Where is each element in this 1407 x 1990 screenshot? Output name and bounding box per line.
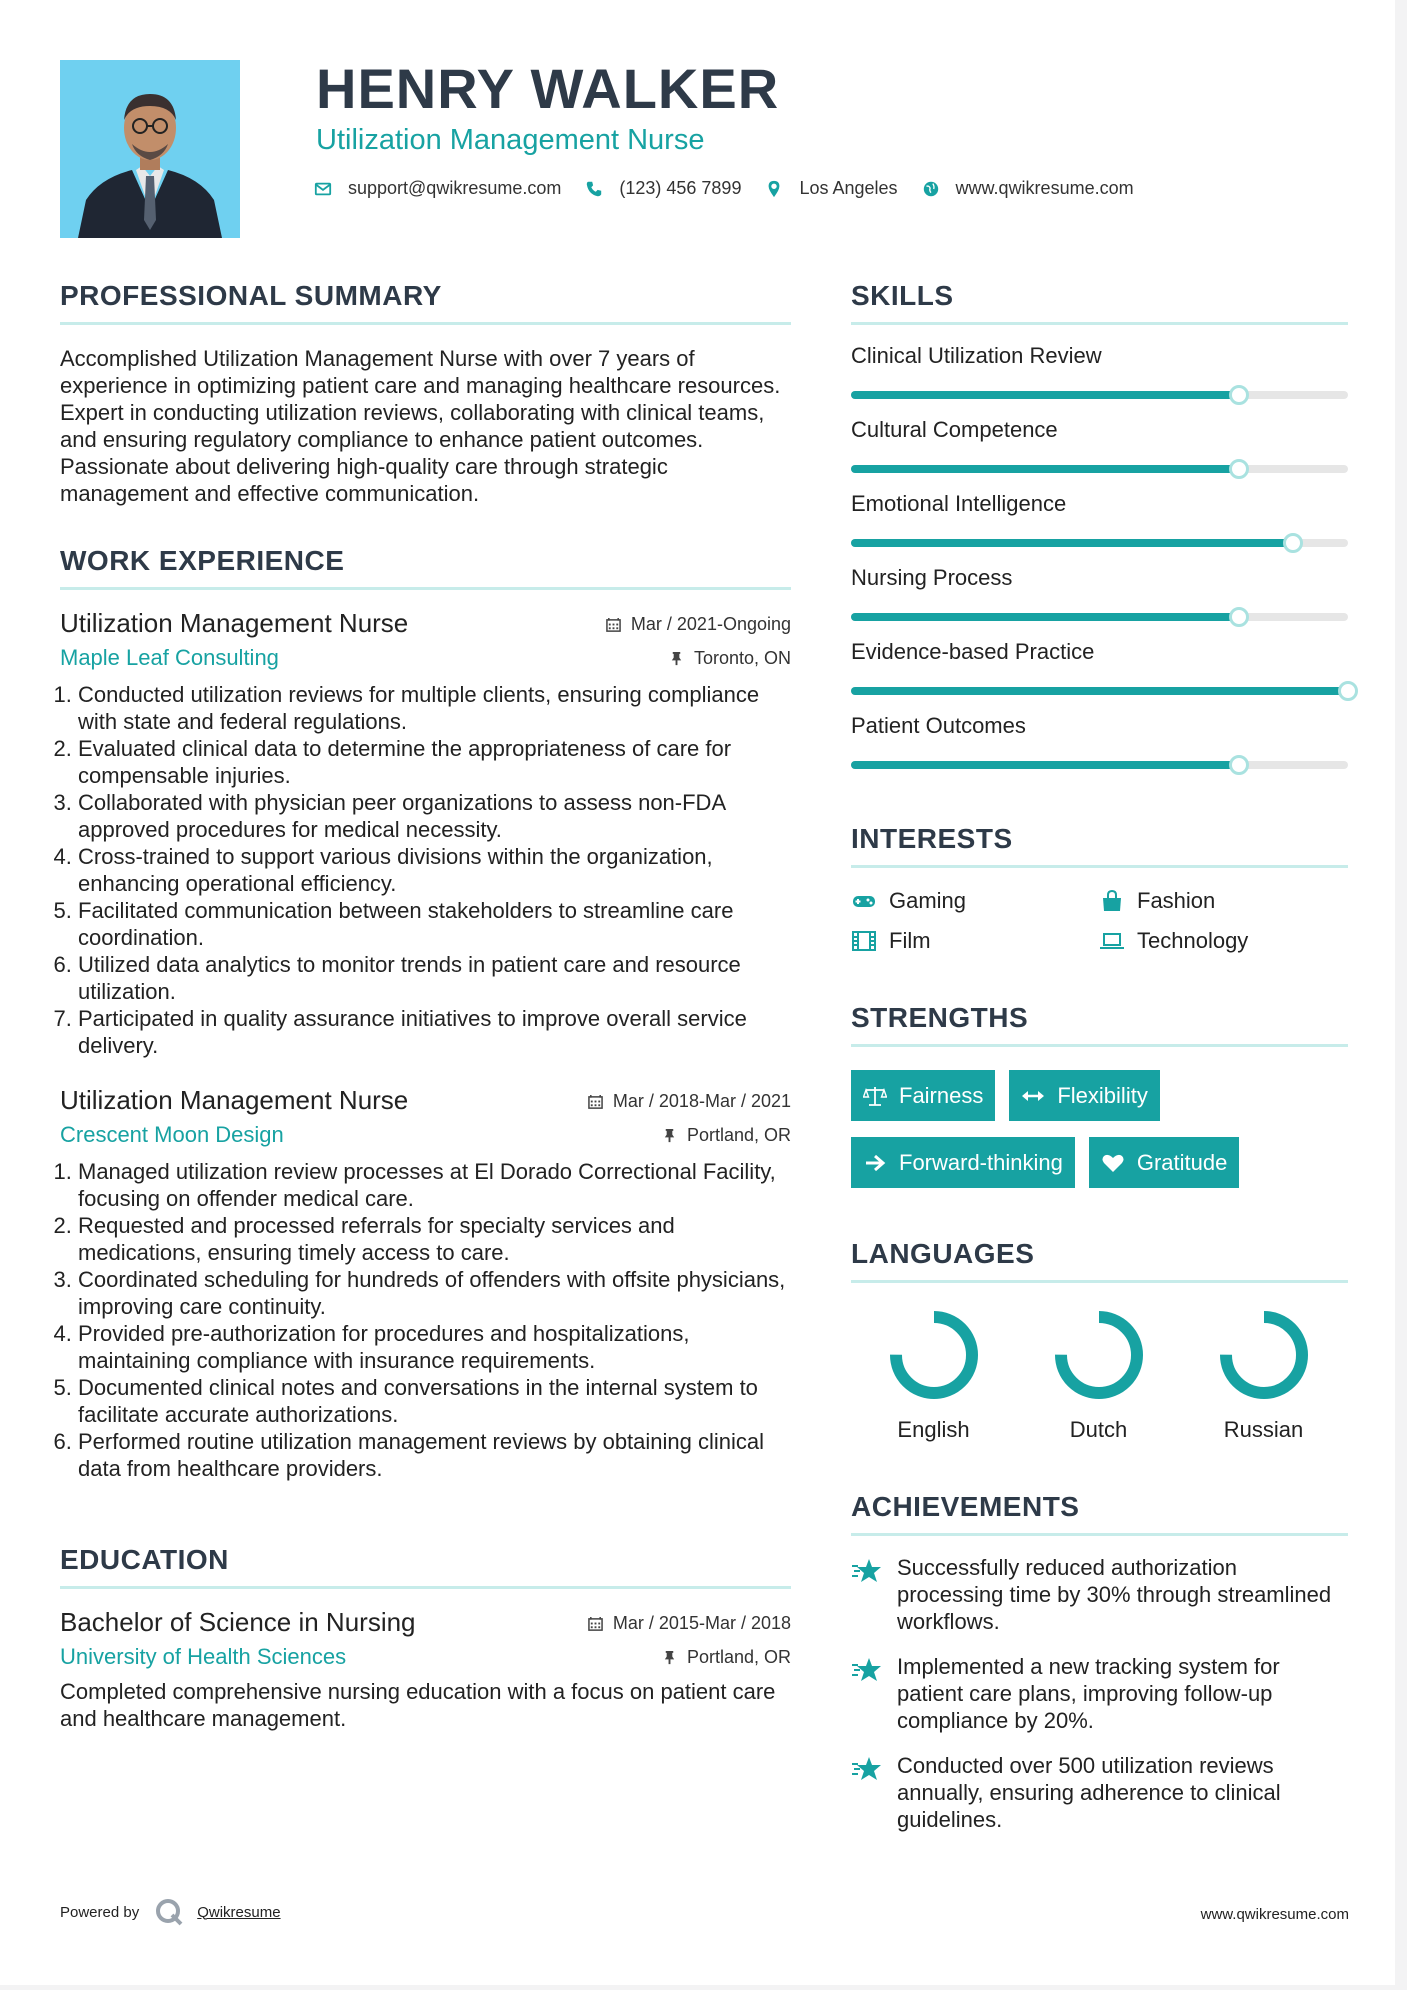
skill-name: Cultural Competence xyxy=(851,417,1058,442)
achievements-heading: ACHIEVEMENTS xyxy=(851,1481,1348,1536)
interests-list xyxy=(851,888,1348,954)
language-level-ring xyxy=(886,1307,982,1403)
skill-level-knob xyxy=(1229,385,1249,405)
education-location xyxy=(662,1647,791,1668)
calendar-icon xyxy=(588,1094,603,1109)
skill-level-bar xyxy=(851,687,1348,695)
footer-website[interactable]: www.qwikresume.com xyxy=(1200,1906,1349,1923)
duty-item: 3. Collaborated with physician peer organizations to assess non-FDA approved procedures for medical necessity. xyxy=(78,789,791,843)
map-pin-icon xyxy=(765,180,783,198)
skills-heading: SKILLS xyxy=(851,270,1348,325)
skill-name: Nursing Process xyxy=(851,565,1013,590)
star-icon xyxy=(851,1656,883,1684)
strength-label: Gratitude xyxy=(1136,1149,1228,1175)
skill-level-bar xyxy=(851,761,1348,769)
strength-label: Fairness xyxy=(899,1082,984,1108)
education-location-text: Portland, OR xyxy=(686,1646,791,1667)
job-location-text: Toronto, ON xyxy=(693,647,791,668)
summary-heading: PROFESSIONAL SUMMARY xyxy=(60,270,791,325)
skill-level-knob xyxy=(1229,755,1249,775)
avatar xyxy=(60,60,240,238)
job-date-text: Mar / 2018-Mar / 2021 xyxy=(612,1091,791,1111)
balance-scale-icon xyxy=(863,1085,887,1107)
interest-item xyxy=(851,888,1099,914)
language-name: Russian xyxy=(1223,1417,1304,1442)
skill-level-knob xyxy=(1229,459,1249,479)
duty-list xyxy=(60,1158,791,1482)
achievements-list xyxy=(851,1554,1348,1833)
skills-list xyxy=(851,343,1348,769)
envelope-icon xyxy=(314,180,332,198)
skill-name: Evidence-based Practice xyxy=(851,639,1095,664)
calendar-icon xyxy=(606,617,621,632)
strength-badge xyxy=(1009,1070,1159,1121)
interest-item xyxy=(1099,928,1347,954)
job-date xyxy=(588,1091,791,1112)
language-item xyxy=(851,1307,1016,1443)
skill-name: Patient Outcomes xyxy=(851,713,1026,738)
achievement-text: Successfully reduced authorization processing time by 30% through streamlined workflows. xyxy=(897,1555,1332,1634)
language-name: English xyxy=(897,1417,970,1442)
job-date xyxy=(606,614,791,635)
pushpin-icon xyxy=(662,1650,677,1665)
skill-level-fill xyxy=(851,465,1239,473)
skill-item xyxy=(851,343,1348,399)
left-column xyxy=(60,270,791,1732)
skill-name: Emotional Intelligence xyxy=(851,491,1067,516)
duty-item: 1. Managed utilization review processes at El Dorado Correctional Facility, focusing on offender medical care. xyxy=(78,1158,791,1212)
interest-item xyxy=(1099,888,1347,914)
job-location xyxy=(662,1125,791,1146)
language-name: Dutch xyxy=(1069,1417,1128,1442)
duty-item: 2. Evaluated clinical data to determine the appropriateness of care for compensable injuries. xyxy=(78,735,791,789)
skill-item xyxy=(851,639,1348,695)
pushpin-icon xyxy=(669,651,684,666)
education-date-text: Mar / 2015-Mar / 2018 xyxy=(612,1613,791,1633)
achievement-text: Implemented a new tracking system for patient care plans, improving follow-up compliance by 20%. xyxy=(897,1654,1280,1733)
contact-bar xyxy=(314,178,1158,199)
phone-text: (123) 456 7899 xyxy=(619,178,742,198)
language-level-arc xyxy=(1061,1317,1137,1393)
laptop-icon xyxy=(1099,930,1125,952)
achievement-item xyxy=(851,1554,1348,1635)
skill-level-fill xyxy=(851,391,1239,399)
job-entry xyxy=(60,608,791,1059)
company-name: Crescent Moon Design xyxy=(60,1122,284,1147)
gamepad-icon xyxy=(851,890,877,912)
strengths-list xyxy=(851,1070,1348,1204)
skill-level-knob xyxy=(1229,607,1249,627)
duty-item: 5. Facilitated communication between stakeholders to streamline care coordination. xyxy=(78,897,791,951)
duty-item: 4. Cross-trained to support various divisions within the organization, enhancing operational efficiency. xyxy=(78,843,791,897)
duty-item: 3. Coordinated scheduling for hundreds of offenders with offsite physicians, improving care continuity. xyxy=(78,1266,791,1320)
star-icon xyxy=(851,1755,883,1783)
interest-label: Fashion xyxy=(1137,888,1216,913)
brand-link[interactable]: Qwikresume xyxy=(197,1903,281,1921)
pushpin-icon xyxy=(662,1128,677,1143)
language-item xyxy=(1016,1307,1181,1443)
skill-level-bar xyxy=(851,539,1348,547)
strength-label: Flexibility xyxy=(1057,1082,1148,1108)
strength-label: Forward-thinking xyxy=(899,1149,1063,1175)
achievement-item xyxy=(851,1653,1348,1734)
duty-item: 5. Documented clinical notes and conversations in the internal system to facilitate accurate authorizations. xyxy=(78,1374,791,1428)
job-title: Utilization Management Nurse xyxy=(60,608,409,638)
education-entry xyxy=(60,1607,791,1732)
languages-heading: LANGUAGES xyxy=(851,1228,1348,1283)
skill-item xyxy=(851,565,1348,621)
skill-level-bar xyxy=(851,465,1348,473)
degree-title: Bachelor of Science in Nursing xyxy=(60,1607,416,1637)
duty-item: 7. Participated in quality assurance initiatives to improve overall service delivery. xyxy=(78,1005,791,1059)
interest-item xyxy=(851,928,1099,954)
footer-powered-by xyxy=(60,1898,281,1926)
powered-by-text: Powered by xyxy=(60,1903,140,1921)
skill-level-fill xyxy=(851,539,1293,547)
website-text: www.qwikresume.com xyxy=(955,178,1134,198)
job-location-text: Portland, OR xyxy=(686,1124,791,1145)
skill-level-fill xyxy=(851,687,1348,695)
language-item xyxy=(1181,1307,1346,1443)
language-level-arc xyxy=(1226,1317,1302,1393)
skill-level-knob xyxy=(1283,533,1303,553)
star-icon xyxy=(851,1557,883,1585)
company-name: Maple Leaf Consulting xyxy=(60,645,279,670)
duty-item: 6. Utilized data analytics to monitor trends in patient care and resource utilization. xyxy=(78,951,791,1005)
profile-photo xyxy=(60,60,240,238)
language-level-arc xyxy=(896,1317,972,1393)
strength-badge xyxy=(1089,1137,1240,1188)
languages-list xyxy=(851,1307,1348,1443)
candidate-title: Utilization Management Nurse xyxy=(316,124,705,156)
candidate-name: HENRY WALKER xyxy=(316,57,780,120)
interest-label: Technology xyxy=(1137,928,1249,953)
interests-heading: INTERESTS xyxy=(851,813,1348,868)
film-icon xyxy=(851,930,877,952)
email-text: support@qwikresume.com xyxy=(348,178,562,198)
duty-item: 6. Performed routine utilization management reviews by obtaining clinical data from healthcare providers. xyxy=(78,1428,791,1482)
achievement-text: Conducted over 500 utilization reviews annually, ensuring adherence to clinical guidelines. xyxy=(897,1753,1281,1832)
skill-level-bar xyxy=(851,613,1348,621)
job-date-text: Mar / 2021-Ongoing xyxy=(630,614,791,634)
contact-website[interactable] xyxy=(922,178,1134,199)
arrow-right-icon xyxy=(863,1152,887,1174)
qwikresume-logo-icon xyxy=(155,1898,183,1926)
skill-item xyxy=(851,491,1348,547)
arrows-horizontal-icon xyxy=(1021,1085,1045,1107)
language-level-ring xyxy=(1216,1307,1312,1403)
education-text: Completed comprehensive nursing education with a focus on patient care and healthcare management. xyxy=(60,1679,776,1731)
duty-item: 2. Requested and processed referrals for specialty services and medications, ensuring timely access to care. xyxy=(78,1212,791,1266)
skill-level-knob xyxy=(1338,681,1358,701)
skill-name: Clinical Utilization Review xyxy=(851,343,1102,368)
education-date xyxy=(588,1613,791,1634)
calendar-icon xyxy=(588,1616,603,1631)
language-level-ring xyxy=(1051,1307,1147,1403)
skill-level-bar xyxy=(851,391,1348,399)
skill-item xyxy=(851,417,1348,473)
contact-phone[interactable] xyxy=(585,178,741,199)
job-entry xyxy=(60,1085,791,1482)
skill-level-fill xyxy=(851,613,1239,621)
shopping-bag-icon xyxy=(1099,890,1125,912)
strengths-heading: STRENGTHS xyxy=(851,992,1348,1047)
job-location xyxy=(669,648,791,669)
contact-email[interactable] xyxy=(314,178,561,199)
right-column xyxy=(851,270,1348,1833)
achievement-item xyxy=(851,1752,1348,1833)
school-name: University of Health Sciences xyxy=(60,1644,347,1669)
skill-level-fill xyxy=(851,761,1239,769)
education-heading: EDUCATION xyxy=(60,1534,791,1589)
interest-label: Film xyxy=(889,928,931,953)
duty-item: 4. Provided pre-authorization for procedures and hospitalizations, maintaining compliance with insurance requirements. xyxy=(78,1320,791,1374)
phone-icon xyxy=(585,180,603,198)
skill-item xyxy=(851,713,1348,769)
duty-list xyxy=(60,681,791,1059)
duty-item: 1. Conducted utilization reviews for multiple clients, ensuring compliance with state and federal regulations. xyxy=(78,681,791,735)
strength-badge xyxy=(851,1137,1075,1188)
strength-badge xyxy=(851,1070,995,1121)
contact-location xyxy=(765,178,897,199)
experience-heading: WORK EXPERIENCE xyxy=(60,535,791,590)
interest-label: Gaming xyxy=(889,888,967,913)
heart-icon xyxy=(1101,1152,1125,1174)
location-text: Los Angeles xyxy=(799,178,898,198)
globe-icon xyxy=(922,180,940,198)
summary-text: Accomplished Utilization Management Nurse with over 7 years of experience in optimizing patient care and managing healthcare resources. Expert in conducting utilization reviews, collaborating with clinical teams, and ensuring regulatory compliance to enhance patient outcomes. Passionate about delivering high-quality care through strategic management and effective communication. xyxy=(60,346,781,506)
job-title: Utilization Management Nurse xyxy=(60,1085,409,1115)
